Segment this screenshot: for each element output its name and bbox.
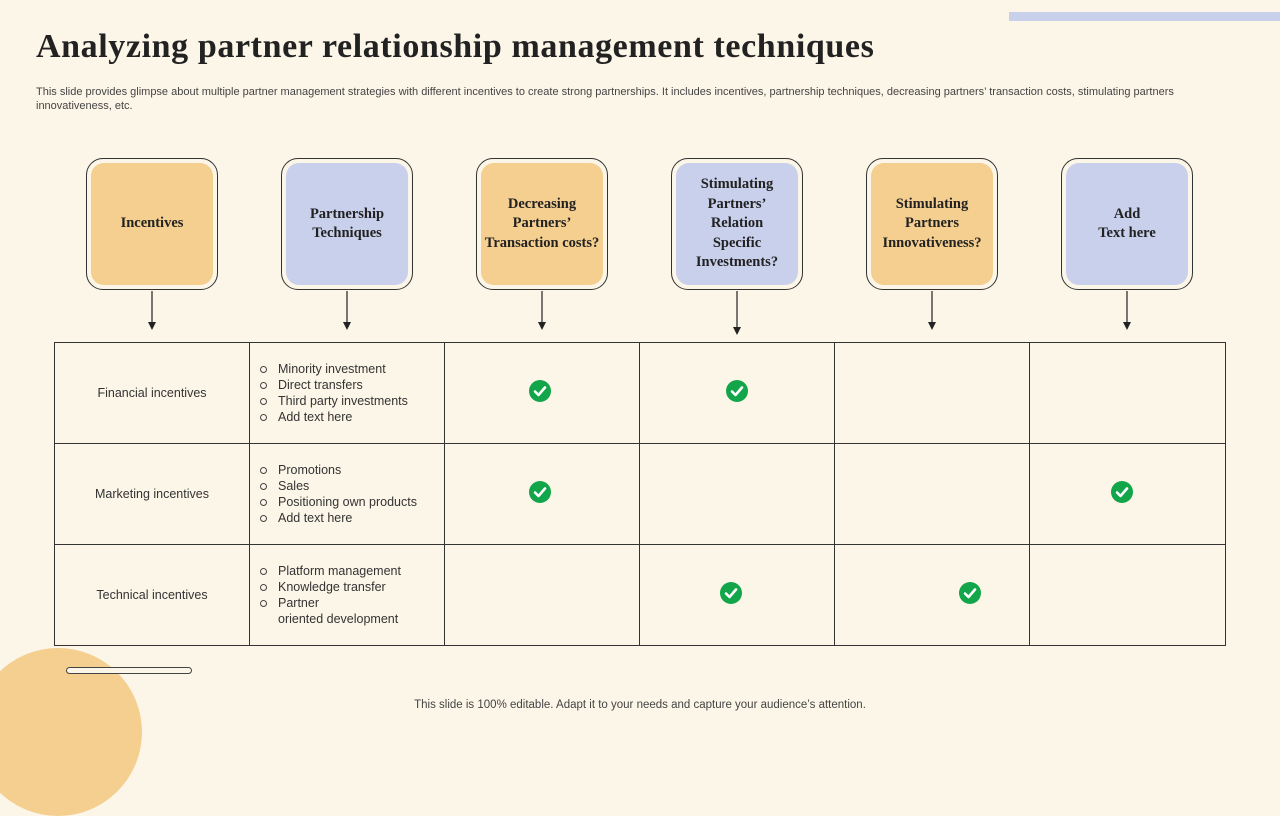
- bullet-list: [250, 361, 444, 425]
- header-card-5: [866, 158, 998, 290]
- check-cell: [640, 545, 835, 646]
- bullet-item: Add text here: [260, 409, 444, 425]
- check-circle-icon: [529, 380, 551, 402]
- header-card-4: [671, 158, 803, 290]
- check-cell: [640, 444, 835, 545]
- header-card-label: Decreasing Partners’ Transaction costs?: [481, 163, 603, 285]
- bullet-item: Add text here: [260, 510, 444, 526]
- header-card-1: [86, 158, 218, 290]
- table-row: [55, 444, 1226, 545]
- check-cell: [445, 444, 640, 545]
- header-card-label: Stimulating Partners’ Relation Specific Investments?: [676, 163, 798, 285]
- top-accent-bar: [1009, 12, 1280, 21]
- bullet-cell: [250, 444, 445, 545]
- header-card-label: Partnership Techniques: [286, 163, 408, 285]
- row-label: Technical incentives: [55, 545, 250, 646]
- check-circle-icon: [1111, 481, 1133, 503]
- check-cell: [1030, 545, 1226, 646]
- header-card-6: [1061, 158, 1193, 290]
- check-circle-icon: [720, 582, 742, 604]
- check-cell: [445, 343, 640, 444]
- check-cell: [835, 343, 1030, 444]
- header-card-2: [281, 158, 413, 290]
- bullet-item: Sales: [260, 478, 444, 494]
- table-row: [55, 343, 1226, 444]
- bullet-item: Positioning own products: [260, 494, 444, 510]
- check-cell: [835, 444, 1030, 545]
- bullet-item: Knowledge transfer: [260, 579, 444, 595]
- header-card-label: Stimulating Partners Innovativeness?: [871, 163, 993, 285]
- incentives-table: [54, 342, 1226, 646]
- header-card-label: Add Text here: [1066, 163, 1188, 285]
- table-row: [55, 545, 1226, 646]
- bullet-item: Direct transfers: [260, 377, 444, 393]
- bullet-item: Partner oriented development: [260, 595, 444, 627]
- bullet-cell: [250, 545, 445, 646]
- check-circle-icon: [529, 481, 551, 503]
- check-cell: [835, 545, 1030, 646]
- check-cell: [640, 343, 835, 444]
- bullet-list: [250, 462, 444, 526]
- check-cell: [1030, 343, 1226, 444]
- bullet-item: Minority investment: [260, 361, 444, 377]
- bullet-cell: [250, 343, 445, 444]
- header-card-label: Incentives: [91, 163, 213, 285]
- header-card-3: [476, 158, 608, 290]
- row-label: Marketing incentives: [55, 444, 250, 545]
- check-cell: [445, 545, 640, 646]
- page-title: Analyzing partner relationship management techniques: [36, 28, 875, 65]
- check-circle-icon: [959, 582, 981, 604]
- footer-note: This slide is 100% editable. Adapt it to your needs and capture your audience’s attention.: [414, 699, 866, 711]
- decorative-pill: [66, 667, 192, 674]
- row-label: Financial incentives: [55, 343, 250, 444]
- page-subtitle: This slide provides glimpse about multiple partner management strategies with different incentives to create strong partnerships. It includes incentives, partnership techniques, decreasing partners’ transaction costs, stimulating partners innovativeness, etc.: [36, 86, 1174, 112]
- bullet-item: Platform management: [260, 563, 444, 579]
- check-cell: [1030, 444, 1226, 545]
- bullet-item: Promotions: [260, 462, 444, 478]
- bullet-item: Third party investments: [260, 393, 444, 409]
- check-circle-icon: [726, 380, 748, 402]
- bullet-list: [250, 563, 444, 627]
